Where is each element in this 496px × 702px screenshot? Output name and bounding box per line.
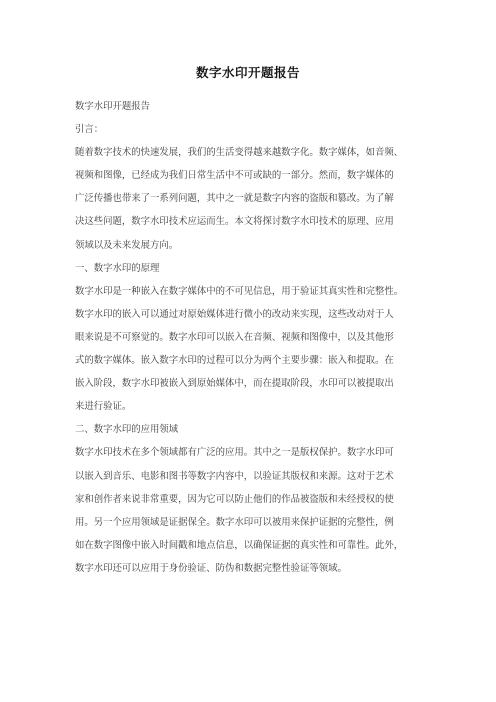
intro-heading: 引言： bbox=[75, 124, 104, 136]
text-line: 决这些问题，数字水印技术应运而生。本文将探讨数字水印技术的原理、应用 bbox=[75, 216, 394, 228]
text-line: 领域以及未来发展方向。 bbox=[75, 239, 179, 251]
document-title: 数字水印开题报告 bbox=[195, 65, 300, 80]
text-line: 数字水印是一种嵌入在数字媒体中的不可见信息，用于验证其真实性和完整性。 bbox=[75, 285, 404, 297]
text-line: 随着数字技术的快速发展，我们的生活变得越来越数字化。数字媒体，如音频、 bbox=[75, 147, 404, 159]
text-line: 广泛传播也带来了一系列问题，其中之一就是数字内容的盗版和篡改。为了解 bbox=[75, 193, 394, 205]
text-line: 数字水印技术在多个领域都有广泛的应用。其中之一是版权保护。数字水印可 bbox=[75, 447, 394, 459]
text-line: 嵌入阶段，数字水印被嵌入到原始媒体中，而在提取阶段，水印可以被提取出 bbox=[75, 378, 394, 390]
text-line: 用。另一个应用领域是证据保全。数字水印可以被用来保护证据的完整性，例 bbox=[75, 516, 394, 528]
document-body bbox=[75, 95, 435, 580]
text-line: 如在数字图像中嵌入时间戳和地点信息，以确保证据的真实性和可靠性。此外， bbox=[75, 539, 404, 551]
text-line: 式的数字媒体。嵌入数字水印的过程可以分为两个主要步骤：嵌入和提取。在 bbox=[75, 355, 394, 367]
section-heading-applications: 二、数字水印的应用领域 bbox=[75, 424, 179, 436]
text-line: 眼来说是不可察觉的。数字水印可以嵌入在音频、视频和图像中，以及其他形 bbox=[75, 331, 394, 343]
text-line: 以嵌入到音乐、电影和图书等数字内容中，以验证其版权和来源。这对于艺术 bbox=[75, 470, 394, 482]
subtitle-line: 数字水印开题报告 bbox=[75, 101, 151, 112]
text-line: 数字水印还可以应用于身份验证、防伪和数据完整性验证等领域。 bbox=[75, 562, 347, 574]
text-line: 数字水印的嵌入可以通过对原始媒体进行微小的改动来实现，这些改动对于人 bbox=[75, 308, 394, 320]
section-heading-principle: 一、数字水印的原理 bbox=[75, 262, 160, 274]
text-line: 来进行验证。 bbox=[75, 401, 132, 413]
text-line: 家和创作者来说非常重要，因为它可以防止他们的作品被盗版和未经授权的使 bbox=[75, 493, 394, 505]
text-line: 视频和图像，已经成为我们日常生活中不可或缺的一部分。然而，数字媒体的 bbox=[75, 170, 394, 182]
